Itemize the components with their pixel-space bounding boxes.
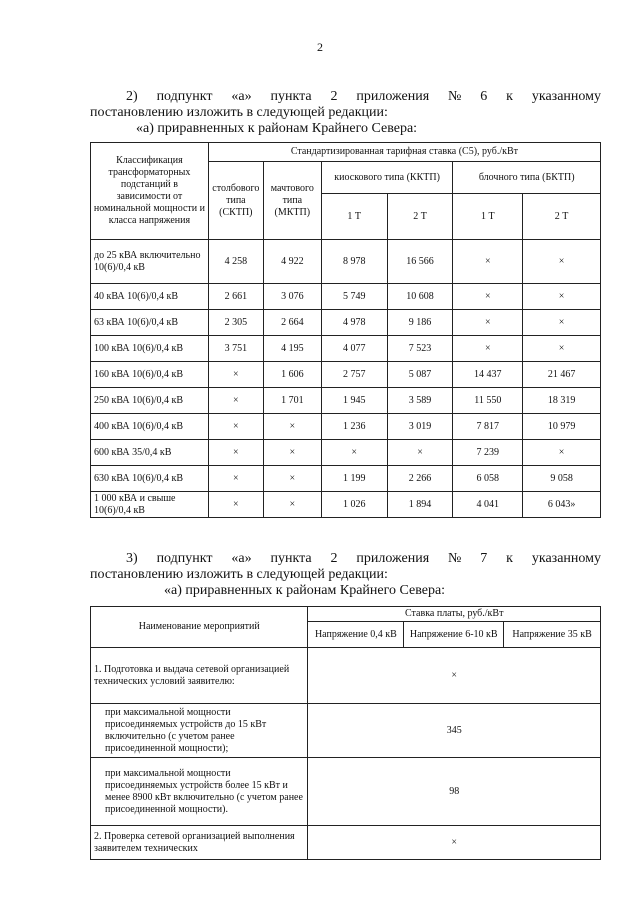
substation-class-cell: 100 кВА 10(6)/0,4 кВ [91, 336, 209, 362]
tariff-value-cell: 8 978 [321, 240, 387, 284]
table-row [91, 362, 601, 388]
tariff-value-cell: × [387, 440, 453, 466]
tariff-value-cell: 2 664 [263, 310, 321, 336]
rate-value-cell: 345 [308, 704, 601, 758]
substation-class-cell: 400 кВА 10(6)/0,4 кВ [91, 414, 209, 440]
tariff-value-cell: 7 523 [387, 336, 453, 362]
tariff-value-cell: × [453, 240, 523, 284]
item2-word: «а» [231, 89, 252, 104]
table-row [91, 466, 601, 492]
item2-word: приложения [356, 89, 430, 104]
substation-class-cell: 250 кВА 10(6)/0,4 кВ [91, 388, 209, 414]
action-header: Наименование мероприятий [91, 607, 308, 648]
tariff-table-ktp [90, 142, 601, 518]
table-row [91, 440, 601, 466]
tariff-value-cell: 1 945 [321, 388, 387, 414]
tariff-value-cell: × [208, 388, 263, 414]
substation-class-cell: до 25 кВА включительно 10(6)/0,4 кВ [91, 240, 209, 284]
item2-paragraph [90, 89, 601, 137]
tariff-value-cell: 3 076 [263, 284, 321, 310]
tariff-value-cell: 1 701 [263, 388, 321, 414]
tariff-value-cell: × [263, 414, 321, 440]
col-sktp-header: столбового типа (СКТП) [208, 162, 263, 240]
table-row [91, 704, 601, 758]
tariff-value-cell: × [208, 414, 263, 440]
table-row [91, 240, 601, 284]
tariff-value-cell: × [523, 440, 601, 466]
voltage-6-10-header: Напряжение 6-10 кВ [404, 622, 504, 648]
col-mktp-header: мачтового типа (МКТП) [263, 162, 321, 240]
tariff-value-cell: × [263, 492, 321, 518]
col-bktp-header: блочного типа (БКТП) [453, 162, 601, 194]
item3-word: пункта [270, 551, 312, 566]
tariff-value-cell: 21 467 [523, 362, 601, 388]
tariff-value-cell: 10 608 [387, 284, 453, 310]
action-cell: 1. Подготовка и выдача сетевой организацией технических условий заявителю: [91, 648, 308, 704]
tariff-value-cell: 10 979 [523, 414, 601, 440]
item3-word: «а» [231, 551, 252, 566]
kktp-1t-header: 1 Т [321, 194, 387, 240]
tariff-value-cell: × [453, 310, 523, 336]
item2-line3: «а) приравненных к районам Крайнего Севера: [136, 121, 418, 136]
item2-word: указанному [531, 89, 601, 104]
table-row [91, 492, 601, 518]
substation-class-cell: 40 кВА 10(6)/0,4 кВ [91, 284, 209, 310]
tariff-group-header: Стандартизированная тарифная ставка (С5), руб./кВт [208, 143, 600, 162]
item2-word: подпункт [156, 89, 213, 104]
table-row [91, 284, 601, 310]
item3-word: приложения [356, 551, 430, 566]
tariff-value-cell: 4 978 [321, 310, 387, 336]
tariff-value-cell: 9 186 [387, 310, 453, 336]
rate-value-cell: 98 [308, 758, 601, 826]
item2-word: 2 [330, 89, 338, 104]
kktp-2t-header: 2 Т [387, 194, 453, 240]
tariff-value-cell: 3 751 [208, 336, 263, 362]
tariff-value-cell: 18 319 [523, 388, 601, 414]
page-number: 2 [317, 40, 323, 54]
table-row [91, 648, 601, 704]
item3-word: к [506, 551, 513, 566]
tariff-value-cell: 6 058 [453, 466, 523, 492]
tariff-value-cell: 2 661 [208, 284, 263, 310]
tariff-value-cell: 2 305 [208, 310, 263, 336]
tariff-value-cell: 5 087 [387, 362, 453, 388]
tariff-value-cell: × [523, 284, 601, 310]
tariff-value-cell: 4 041 [453, 492, 523, 518]
substation-class-cell: 630 кВА 10(6)/0,4 кВ [91, 466, 209, 492]
action-cell: при максимальной мощности присоединяемых устройств более 15 кВт и менее 8900 кВт включительно (с учетом ранее присоединенной мощности). [91, 758, 308, 826]
item2-word: 6 [480, 89, 488, 104]
item2-word: 2) [126, 89, 138, 104]
item2-line2: постановлению изложить в следующей редакции: [90, 105, 388, 120]
item3-line2: постановлению изложить в следующей редакции: [90, 567, 388, 582]
item3-word: указанному [531, 551, 601, 566]
col-kktp-header: киоскового типа (ККТП) [321, 162, 453, 194]
tariff-value-cell: 14 437 [453, 362, 523, 388]
rate-value-cell: × [308, 648, 601, 704]
table-row [91, 336, 601, 362]
substation-class-cell: 1 000 кВА и свыше 10(6)/0,4 кВ [91, 492, 209, 518]
table-row [91, 414, 601, 440]
rate-group-header: Ставка платы, руб./кВт [308, 607, 601, 622]
bktp-1t-header: 1 Т [453, 194, 523, 240]
tariff-value-cell: 1 606 [263, 362, 321, 388]
tariff-value-cell: 4 258 [208, 240, 263, 284]
bktp-2t-header: 2 Т [523, 194, 601, 240]
item3-word: № [448, 551, 462, 566]
tariff-value-cell: 4 195 [263, 336, 321, 362]
tariff-value-cell: 7 239 [453, 440, 523, 466]
tariff-value-cell: × [208, 466, 263, 492]
item3-line3: «а) приравненных к районам Крайнего Севера: [164, 583, 446, 598]
table-row [91, 826, 601, 860]
tariff-value-cell: 3 019 [387, 414, 453, 440]
item2-word: к [506, 89, 513, 104]
item3-paragraph [90, 551, 601, 599]
action-cell: при максимальной мощности присоединяемых устройств до 15 кВт включительно (с учетом ранее присоединенной мощности); [91, 704, 308, 758]
item3-word: подпункт [156, 551, 213, 566]
item2-word: № [448, 89, 462, 104]
tariff-value-cell: 11 550 [453, 388, 523, 414]
voltage-04-header: Напряжение 0,4 кВ [308, 622, 404, 648]
rate-value-cell: × [308, 826, 601, 860]
action-cell: 2. Проверка сетевой организацией выполнения заявителем технических [91, 826, 308, 860]
tariff-value-cell: × [453, 336, 523, 362]
tariff-value-cell: 6 043» [523, 492, 601, 518]
voltage-35-header: Напряжение 35 кВ [504, 622, 601, 648]
tariff-value-cell: 4 922 [263, 240, 321, 284]
tariff-value-cell: 1 236 [321, 414, 387, 440]
tariff-value-cell: 9 058 [523, 466, 601, 492]
table-row [91, 388, 601, 414]
tariff-value-cell: × [263, 440, 321, 466]
tariff-value-cell: × [453, 284, 523, 310]
tariff-value-cell: 5 749 [321, 284, 387, 310]
tariff-value-cell: × [523, 240, 601, 284]
tariff-value-cell: 4 077 [321, 336, 387, 362]
table-row [91, 310, 601, 336]
tariff-value-cell: 2 266 [387, 466, 453, 492]
item3-word: 3) [126, 551, 138, 566]
fee-rate-table [90, 606, 601, 860]
tariff-value-cell: × [208, 492, 263, 518]
tariff-value-cell: 1 199 [321, 466, 387, 492]
item3-word: 7 [480, 551, 488, 566]
substation-class-cell: 600 кВА 35/0,4 кВ [91, 440, 209, 466]
tariff-value-cell: 16 566 [387, 240, 453, 284]
classification-header: Классификация трансформаторных подстанций в зависимости от номинальной мощности и класса напряжения [91, 143, 209, 240]
tariff-value-cell: 1 894 [387, 492, 453, 518]
tariff-value-cell: 3 589 [387, 388, 453, 414]
tariff-value-cell: × [523, 336, 601, 362]
tariff-value-cell: 2 757 [321, 362, 387, 388]
tariff-value-cell: 7 817 [453, 414, 523, 440]
tariff-value-cell: × [523, 310, 601, 336]
tariff-value-cell: × [208, 362, 263, 388]
substation-class-cell: 63 кВА 10(6)/0,4 кВ [91, 310, 209, 336]
item2-word: пункта [270, 89, 312, 104]
tariff-value-cell: × [321, 440, 387, 466]
substation-class-cell: 160 кВА 10(6)/0,4 кВ [91, 362, 209, 388]
table-row [91, 758, 601, 826]
item3-word: 2 [330, 551, 338, 566]
tariff-value-cell: 1 026 [321, 492, 387, 518]
tariff-value-cell: × [263, 466, 321, 492]
tariff-value-cell: × [208, 440, 263, 466]
